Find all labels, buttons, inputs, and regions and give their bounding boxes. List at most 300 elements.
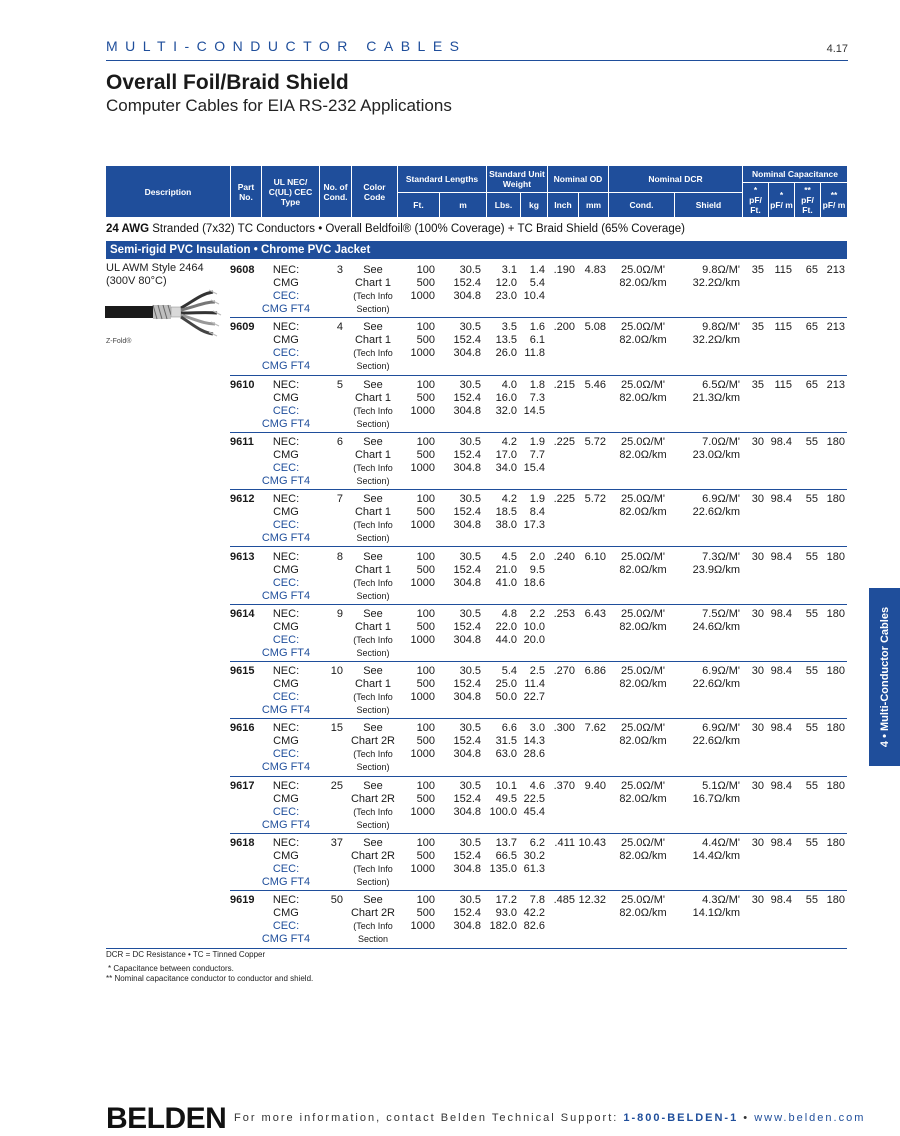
cmg-ft4-label: CMG FT4	[261, 876, 311, 888]
cap-pf-ft-1: 30	[751, 722, 764, 735]
length-ft: 1000	[410, 691, 435, 704]
weight-lbs: 32.0	[495, 404, 517, 417]
table-row	[106, 777, 847, 834]
color-code-cell	[349, 321, 397, 373]
dcr-cond-ft: 25.0Ω/M'	[621, 550, 665, 563]
col-inch: Inch	[547, 193, 578, 217]
cap-pf-ft-1: 30	[751, 894, 764, 907]
cmg-ft4-label: CMG FT4	[261, 417, 311, 430]
dcr-cond-cell	[611, 379, 675, 405]
nec-label: NEC:	[272, 378, 300, 391]
color-code-section: Section)	[356, 304, 390, 314]
color-code-see: See	[363, 378, 383, 391]
length-m-cell	[439, 837, 481, 876]
od-inch: .370	[553, 779, 575, 792]
color-code-cell	[349, 722, 397, 774]
part-number: 9614	[230, 607, 255, 620]
color-code-cell	[349, 665, 397, 717]
weight-lbs: 4.2	[501, 435, 517, 448]
weight-kg: 10.0	[523, 620, 545, 633]
dcr-shield-ft: 6.9Ω/M'	[702, 665, 740, 678]
color-code-section: Section	[357, 934, 389, 945]
dcr-cond-cell	[611, 780, 675, 806]
length-ft: 100	[416, 435, 435, 448]
col-std-unit-weight: Standard Unit Weight	[486, 166, 547, 193]
footnote-double-star: ** Nominal capacitance conductor to conductor and shield.	[106, 974, 314, 983]
cap-pf-m-2: 180	[826, 435, 845, 448]
length-ft: 1000	[410, 519, 435, 532]
length-ft: 500	[416, 506, 435, 519]
length-m-cell	[439, 321, 481, 360]
length-ft: 1000	[410, 404, 435, 417]
chapter-side-tab[interactable]	[869, 588, 900, 766]
col-description: Description	[144, 186, 192, 197]
conductor-count: 8	[336, 550, 343, 563]
length-ft: 500	[416, 792, 435, 805]
spec-text: Stranded (7x32) TC Conductors • Overall Beldfoil® (100% Coverage) + TC Braid Shield (65% Coverage)	[152, 223, 685, 235]
color-code-see: See	[363, 493, 383, 506]
color-code-tech: (Tech Info	[353, 749, 393, 760]
cmg-ft4-label: CMG FT4	[261, 818, 311, 831]
od-inch: .225	[553, 493, 575, 506]
length-ft-cell	[397, 722, 435, 761]
cmg-ft4-label: CMG FT4	[261, 532, 311, 545]
ul-type-cell	[256, 493, 316, 545]
part-number: 9612	[230, 493, 255, 506]
cap-pf-ft-2: 55	[805, 894, 818, 907]
dcr-shield-ft: 9.8Ω/M'	[702, 264, 740, 276]
dcr-shield-cell	[676, 894, 740, 920]
part-number: 9615	[230, 665, 255, 678]
weight-kg: 2.0	[529, 550, 545, 563]
length-ft: 100	[416, 378, 435, 391]
weight-kg: 17.3	[523, 519, 545, 532]
color-code-see: See	[363, 837, 383, 849]
length-ft: 1000	[410, 920, 435, 933]
ul-type-cell	[256, 722, 316, 774]
weight-kg: 15.4	[523, 461, 545, 474]
color-code-tech: (Tech Info	[353, 520, 393, 531]
cap-pf-ft-2: 55	[805, 722, 818, 735]
length-ft: 500	[416, 448, 435, 461]
table-row	[106, 490, 847, 547]
cap-pf-ft-1: 30	[751, 779, 764, 792]
length-ft: 1000	[410, 576, 435, 589]
conductor-count: 6	[336, 435, 343, 448]
cap-pf-m-1: 98.4	[770, 607, 792, 620]
weight-kg: 9.5	[529, 563, 545, 576]
dcr-cond-ft: 25.0Ω/M'	[621, 837, 665, 849]
side-tab-label: 4 • Multi-Conductor Cables	[878, 606, 891, 748]
cap-pf-m-2: 180	[826, 665, 845, 678]
col-std-lengths: Standard Lengths	[397, 166, 486, 193]
weight-kg: 2.2	[529, 607, 545, 620]
length-m: 304.8	[453, 576, 481, 589]
color-code-cell	[349, 780, 397, 832]
length-m: 30.5	[459, 722, 481, 735]
length-ft: 500	[416, 277, 435, 289]
length-m: 304.8	[453, 404, 481, 417]
weight-kg-cell	[517, 264, 545, 303]
od-mm: 6.10	[584, 550, 606, 563]
part-number: 9618	[230, 837, 255, 849]
length-m: 152.4	[453, 506, 481, 519]
weight-kg: 1.4	[529, 264, 545, 276]
col-part-no: Part No.	[230, 166, 261, 217]
col-cond: Cond.	[608, 193, 674, 217]
weight-lbs: 63.0	[495, 748, 517, 761]
dcr-shield-km: 32.2Ω/km	[692, 277, 740, 289]
cap-pf-m-2: 180	[826, 894, 845, 907]
cap-pf-m-2: 213	[826, 321, 845, 334]
weight-kg: 11.4	[524, 678, 545, 691]
weight-kg: 1.8	[529, 378, 545, 391]
weight-kg-cell	[517, 722, 545, 761]
cmg-label: CMG	[273, 391, 299, 404]
length-ft-cell	[397, 493, 435, 532]
length-m: 152.4	[453, 792, 481, 805]
weight-kg: 1.9	[529, 493, 545, 506]
weight-kg: 22.5	[523, 792, 545, 805]
cap-pf-m-1: 98.4	[770, 779, 792, 792]
color-code-see: See	[363, 665, 383, 678]
length-m: 30.5	[459, 264, 481, 276]
color-code-see: See	[363, 550, 383, 563]
color-code-chart: Chart 2R	[350, 792, 396, 805]
part-number: 9609	[230, 321, 255, 334]
od-mm: 6.86	[584, 665, 606, 678]
length-m: 304.8	[453, 461, 481, 474]
color-code-chart: Chart 2R	[350, 735, 396, 748]
dcr-shield-km: 14.1Ω/km	[692, 907, 740, 920]
header-rule	[106, 60, 848, 61]
dcr-shield-ft: 7.5Ω/M'	[702, 607, 740, 620]
cap-pf-m-2: 180	[826, 779, 845, 792]
ul-type-cell	[256, 551, 316, 603]
length-ft: 1000	[410, 290, 435, 302]
cec-label: CEC:	[272, 748, 300, 761]
length-m: 152.4	[453, 620, 481, 633]
dcr-shield-cell	[676, 665, 740, 691]
weight-lbs: 4.5	[501, 550, 517, 563]
dcr-cond-cell	[611, 665, 675, 691]
weight-kg: 18.6	[523, 576, 545, 589]
weight-kg: 5.4	[529, 277, 545, 289]
cap-pf-ft-2: 55	[805, 607, 818, 620]
cmg-label: CMG	[273, 678, 299, 691]
weight-lbs-cell	[486, 608, 517, 647]
length-m: 304.8	[453, 519, 481, 532]
od-inch: .300	[553, 722, 575, 735]
dcr-shield-cell	[676, 551, 740, 577]
length-ft-cell	[397, 436, 435, 475]
weight-kg: 14.5	[523, 404, 545, 417]
ul-type-cell	[256, 665, 316, 717]
color-code-cell	[349, 894, 397, 946]
dcr-shield-cell	[676, 379, 740, 405]
od-mm: 4.83	[584, 264, 606, 276]
length-m-cell	[439, 665, 481, 704]
ul-type-cell	[256, 780, 316, 832]
weight-kg-cell	[517, 608, 545, 647]
cec-label: CEC:	[272, 404, 300, 417]
weight-lbs: 18.5	[495, 506, 517, 519]
cmg-ft4-label: CMG FT4	[261, 303, 311, 315]
color-code-tech: (Tech Info	[353, 405, 393, 416]
section-header: MULTI-CONDUCTOR CABLES	[106, 38, 467, 54]
length-ft: 1000	[410, 748, 435, 761]
weight-lbs: 3.1	[501, 264, 517, 276]
od-inch: .225	[553, 435, 575, 448]
dcr-shield-ft: 9.8Ω/M'	[702, 321, 740, 334]
weight-kg-cell	[517, 436, 545, 475]
weight-lbs-cell	[486, 551, 517, 590]
weight-lbs-cell	[486, 264, 517, 303]
length-m-cell	[439, 608, 481, 647]
cap-unit: pF/ Ft.	[801, 195, 814, 215]
dcr-cond-cell	[611, 436, 675, 462]
part-number: 9617	[230, 779, 255, 792]
dcr-shield-cell	[676, 780, 740, 806]
col-color-code: Color Code	[351, 166, 397, 217]
cap-pf-m-2: 180	[826, 722, 845, 735]
col-cap-pf-m-2	[820, 183, 847, 217]
weight-lbs: 93.0	[495, 907, 517, 920]
color-code-tech: (Tech Info	[353, 462, 393, 473]
ul-type-cell	[256, 436, 316, 488]
cec-label: CEC:	[272, 920, 300, 933]
color-code-section: Section)	[356, 819, 390, 830]
ul-type-cell	[256, 321, 316, 373]
color-code-see: See	[363, 321, 383, 334]
length-ft: 500	[416, 735, 435, 748]
table-row	[106, 376, 847, 433]
dcr-shield-km: 16.7Ω/km	[692, 792, 740, 805]
table-row	[106, 605, 847, 662]
cmg-label: CMG	[273, 620, 299, 633]
conductor-count: 10	[330, 665, 343, 678]
od-inch: .253	[553, 607, 575, 620]
length-ft: 500	[416, 678, 435, 691]
dcr-shield-cell	[676, 264, 740, 290]
color-code-see: See	[363, 722, 383, 735]
cap-pf-ft-2: 65	[805, 378, 818, 391]
length-ft: 100	[416, 722, 435, 735]
color-code-chart: Chart 2R	[350, 907, 396, 920]
nec-label: NEC:	[272, 779, 300, 792]
cap-pf-ft-2: 55	[805, 665, 818, 678]
page-title: Overall Foil/Braid Shield	[106, 71, 349, 94]
color-code-tech: (Tech Info	[353, 348, 393, 359]
cap-pf-m-1: 98.4	[770, 550, 792, 563]
length-ft-cell	[397, 264, 435, 303]
cmg-ft4-label: CMG FT4	[261, 360, 311, 373]
cap-pf-ft-2: 55	[805, 837, 818, 849]
cmg-label: CMG	[273, 334, 299, 347]
weight-lbs-cell	[486, 493, 517, 532]
zfold-label: Z-Fold®	[106, 338, 132, 345]
weight-kg-cell	[517, 493, 545, 532]
weight-kg-cell	[517, 321, 545, 360]
length-m: 304.8	[453, 920, 481, 933]
cmg-ft4-label: CMG FT4	[261, 589, 311, 602]
weight-lbs-cell	[486, 321, 517, 360]
od-mm: 10.43	[578, 837, 606, 849]
color-code-section: Section)	[356, 475, 390, 486]
weight-kg-cell	[517, 780, 545, 819]
weight-lbs: 4.8	[501, 607, 517, 620]
cap-pf-m-1: 98.4	[770, 435, 792, 448]
part-number: 9613	[230, 550, 255, 563]
cmg-ft4-label: CMG FT4	[261, 474, 311, 487]
dcr-cond-km: 82.0Ω/km	[619, 563, 667, 576]
cmg-ft4-label: CMG FT4	[261, 704, 311, 717]
od-mm: 5.08	[584, 321, 606, 334]
od-mm: 6.43	[584, 607, 606, 620]
nec-label: NEC:	[272, 550, 300, 563]
cap-pf-m-1: 115	[774, 264, 792, 276]
dcr-cond-km: 82.0Ω/km	[619, 506, 667, 519]
cap-mark: *	[779, 190, 784, 200]
od-mm: 7.62	[584, 722, 606, 735]
cap-pf-ft-1: 30	[751, 435, 764, 448]
length-m-cell	[439, 379, 481, 418]
od-inch: .411	[554, 837, 575, 849]
dcr-shield-km: 24.6Ω/km	[692, 620, 740, 633]
dcr-shield-km: 23.9Ω/km	[692, 563, 740, 576]
weight-kg-cell	[517, 551, 545, 590]
dcr-shield-ft: 6.9Ω/M'	[702, 722, 740, 735]
nec-label: NEC:	[272, 435, 300, 448]
table-row	[106, 719, 847, 776]
length-m: 152.4	[453, 563, 481, 576]
weight-lbs-cell	[486, 665, 517, 704]
cap-pf-ft-1: 30	[751, 665, 764, 678]
weight-lbs: 17.2	[495, 894, 517, 907]
cap-pf-m-1: 98.4	[770, 722, 792, 735]
jacket-band: Semi-rigid PVC Insulation • Chrome PVC Jacket	[106, 241, 847, 259]
weight-kg: 10.4	[523, 290, 545, 302]
length-ft: 100	[416, 665, 435, 678]
length-ft-cell	[397, 665, 435, 704]
od-mm: 5.72	[584, 493, 606, 506]
weight-kg: 45.4	[523, 805, 545, 818]
color-code-tech: (Tech Info	[353, 577, 393, 588]
cap-pf-ft-1: 30	[751, 493, 764, 506]
length-ft: 100	[416, 550, 435, 563]
dcr-shield-km: 22.6Ω/km	[692, 678, 740, 691]
weight-lbs: 38.0	[495, 519, 517, 532]
dcr-shield-ft: 6.9Ω/M'	[702, 493, 740, 506]
length-m: 304.8	[453, 633, 481, 646]
weight-kg: 8.4	[529, 506, 545, 519]
cap-pf-ft-1: 30	[751, 837, 764, 849]
weight-kg: 6.1	[529, 334, 545, 347]
od-inch: .240	[553, 550, 575, 563]
dcr-cond-cell	[611, 551, 675, 577]
color-code-tech: (Tech Info	[353, 921, 393, 932]
weight-lbs: 182.0	[489, 920, 517, 933]
length-ft: 100	[416, 264, 435, 276]
dcr-shield-cell	[676, 722, 740, 748]
nec-label: NEC:	[272, 894, 300, 907]
spec-line	[106, 223, 685, 235]
weight-lbs: 4.0	[501, 378, 517, 391]
dcr-shield-cell	[676, 321, 740, 347]
length-ft: 1000	[410, 863, 435, 875]
dcr-shield-cell	[676, 837, 740, 863]
length-ft-cell	[397, 837, 435, 876]
dcr-cond-ft: 25.0Ω/M'	[621, 779, 665, 792]
cap-pf-m-1: 98.4	[770, 665, 792, 678]
dcr-shield-km: 22.6Ω/km	[692, 735, 740, 748]
dcr-shield-ft: 7.3Ω/M'	[702, 550, 740, 563]
length-ft: 500	[416, 334, 435, 347]
length-m-cell	[439, 894, 481, 933]
color-code-tech: (Tech Info	[353, 291, 393, 301]
dcr-cond-cell	[611, 837, 675, 863]
length-ft-cell	[397, 608, 435, 647]
cmg-label: CMG	[273, 448, 299, 461]
cap-pf-m-1: 98.4	[770, 493, 792, 506]
cap-pf-ft-2: 65	[805, 321, 818, 334]
color-code-see: See	[363, 894, 383, 907]
cmg-label: CMG	[273, 907, 299, 920]
dcr-shield-ft: 7.0Ω/M'	[702, 435, 740, 448]
cec-label: CEC:	[272, 805, 300, 818]
length-ft-cell	[397, 894, 435, 933]
length-ft: 100	[416, 894, 435, 907]
part-number: 9611	[230, 435, 254, 448]
color-code-chart: Chart 1	[354, 334, 392, 347]
cmg-ft4-label: CMG FT4	[261, 933, 311, 946]
color-code-see: See	[363, 607, 383, 620]
weight-lbs: 5.4	[501, 665, 517, 678]
weight-lbs-cell	[486, 837, 517, 876]
dcr-cond-cell	[611, 321, 675, 347]
dcr-shield-ft: 4.3Ω/M'	[702, 894, 740, 907]
table-row	[106, 433, 847, 490]
color-code-section: Section)	[356, 647, 390, 658]
cec-label: CEC:	[272, 290, 300, 302]
weight-kg: 7.7	[529, 448, 545, 461]
cec-label: CEC:	[272, 347, 300, 360]
weight-kg: 7.3	[529, 391, 545, 404]
length-m: 304.8	[453, 347, 481, 360]
weight-kg: 20.0	[523, 633, 545, 646]
website-link[interactable]: www.belden.com	[754, 1112, 866, 1124]
dcr-cond-km: 82.0Ω/km	[619, 620, 667, 633]
col-mm: mm	[578, 193, 608, 217]
table-row	[106, 261, 847, 318]
weight-lbs-cell	[486, 379, 517, 418]
length-m: 30.5	[459, 779, 481, 792]
weight-kg: 42.2	[523, 907, 545, 920]
conductor-count: 9	[336, 607, 343, 620]
od-inch: .200	[553, 321, 575, 334]
cec-label: CEC:	[272, 461, 300, 474]
length-m: 152.4	[453, 907, 481, 920]
color-code-see: See	[363, 435, 383, 448]
length-ft: 1000	[410, 633, 435, 646]
weight-lbs: 135.0	[489, 863, 517, 875]
nec-label: NEC:	[272, 607, 300, 620]
col-cap-pf-ft-2	[794, 183, 820, 217]
weight-kg: 3.0	[529, 722, 545, 735]
weight-kg: 11.8	[524, 347, 545, 360]
length-ft: 500	[416, 391, 435, 404]
dcr-cond-km: 82.0Ω/km	[619, 850, 667, 862]
